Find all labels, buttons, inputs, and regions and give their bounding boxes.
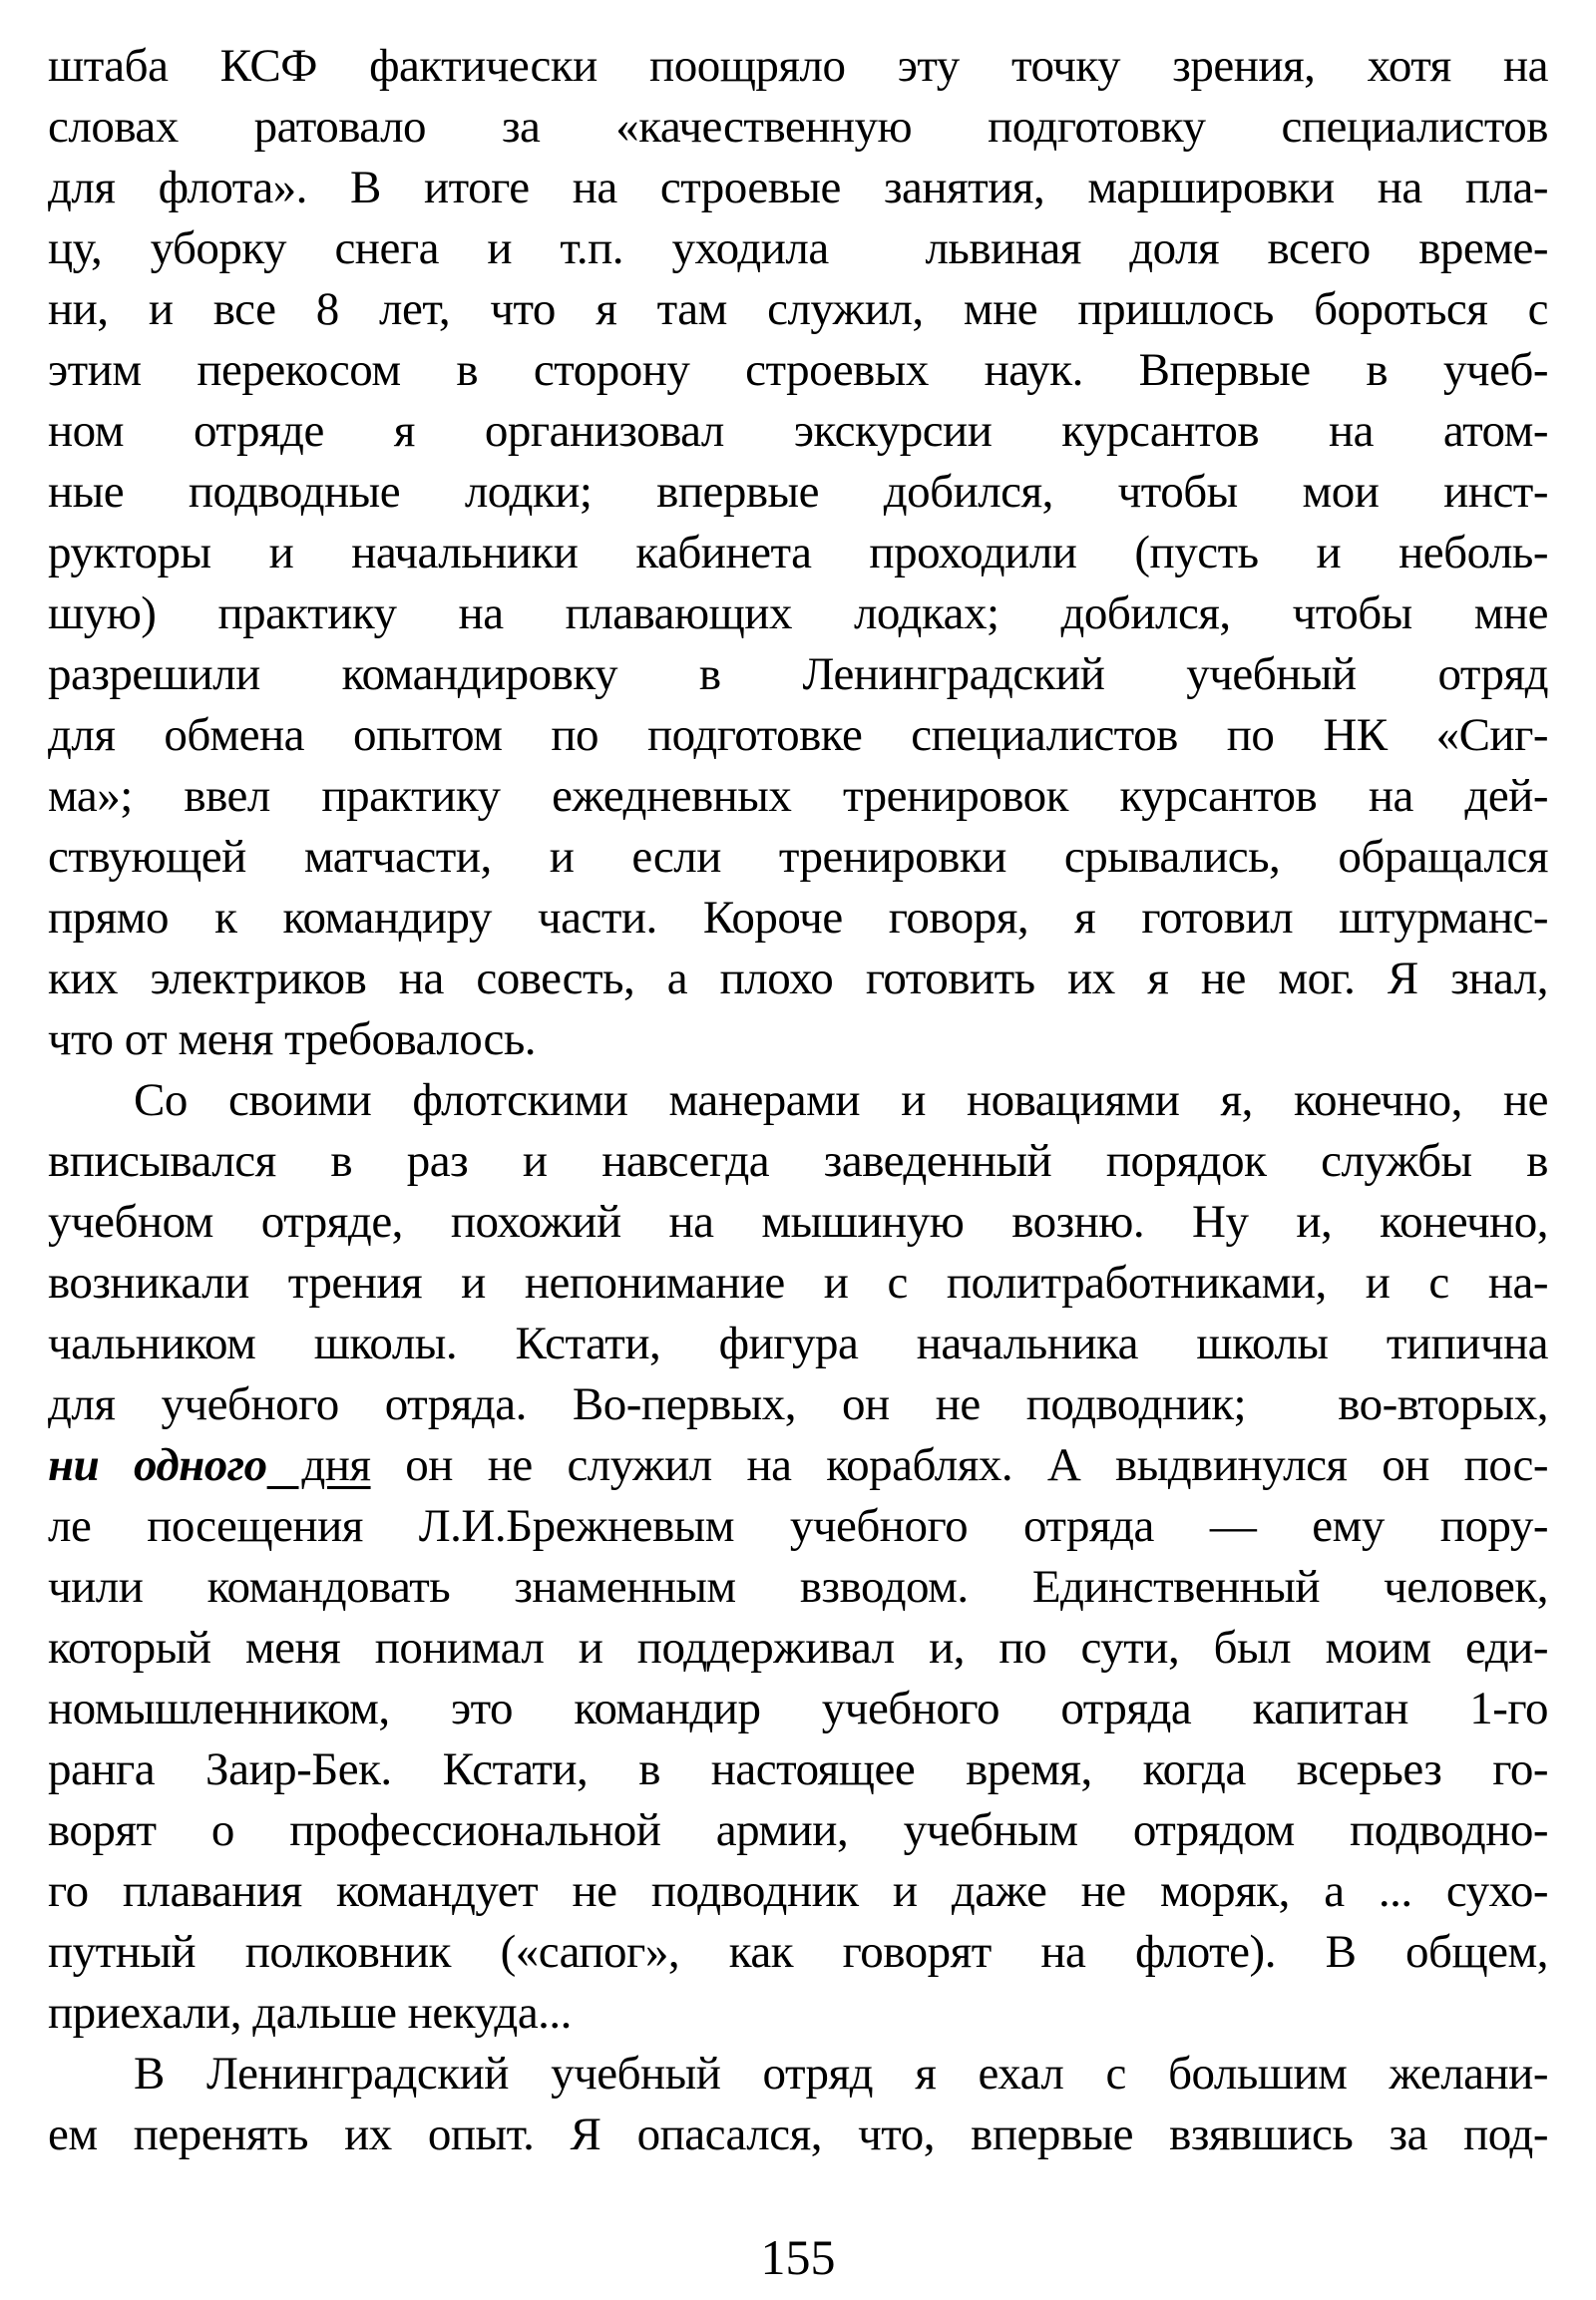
text-line: который меня понимал и поддерживал и, по сути, был моим еди-: [48, 1622, 1548, 1674]
text-line: ких электриков на совесть, а плохо готовить их я не мог. Я знал,: [48, 953, 1548, 1004]
text-line: для флота». В итоге на строевые занятия, маршировки на пла-: [48, 162, 1548, 213]
text-line: этим перекосом в сторону строевых наук. Впервые в учеб-: [48, 344, 1548, 396]
text-line: для учебного отряда. Во-первых, он не подводник; во-вторых,: [48, 1378, 1548, 1430]
emphasized-phrase: ни одного: [48, 1439, 267, 1491]
text-line: для обмена опытом по подготовке специалистов по НК «Сиг-: [48, 709, 1548, 761]
text-line: возникали трения и непонимание и с политработниками, и с на-: [48, 1257, 1548, 1309]
text-line: разрешили командировку в Ленинградский учебный отряд: [48, 648, 1548, 700]
text-line: ем перенять их опыт. Я опасался, что, впервые взявшись за под-: [48, 2108, 1548, 2160]
text-line: рукторы и начальники кабинета проходили (пусть и неболь-: [48, 527, 1548, 578]
text-line: путный полковник («сапог», как говорят на флоте). В общем,: [48, 1926, 1548, 1978]
text-line: прямо к командиру части. Короче говоря, я готовил штурманс-: [48, 892, 1548, 944]
text-line: ворят о профессиональной армии, учебным отрядом подводно-: [48, 1804, 1548, 1856]
text-line: го плавания командует не подводник и даже не моряк, а ... сухо-: [48, 1865, 1548, 1917]
text-line: словах ратовало за «качественную подготовку специалистов: [48, 101, 1548, 153]
text-line: цу, уборку снега и т.п. уходила львиная доля всего време-: [48, 222, 1548, 274]
text-line: ма»; ввел практику ежедневных тренировок курсантов на дей-: [48, 770, 1548, 822]
paragraph-start-line: В Ленинградский учебный отряд я ехал с большим желани-: [134, 2048, 1548, 2100]
paragraph-end-line: что от меня требовалось.: [48, 1013, 537, 1065]
text-line: вписывался в раз и навсегда заведенный порядок службы в: [48, 1135, 1548, 1187]
text-line: ранга Заир-Бек. Кстати, в настоящее время, когда всерьез го-: [48, 1743, 1548, 1795]
body-text: [48, 36, 1548, 2165]
text-line: чили командовать знаменным взводом. Единственный человек,: [48, 1561, 1548, 1613]
page-number: 155: [760, 2229, 836, 2285]
text-line-with-emphasis: [48, 1435, 1548, 1496]
paragraph-end-line: приехали, дальше некуда...: [48, 1987, 572, 2039]
text-line: чальником школы. Кстати, фигура начальника школы типична: [48, 1318, 1548, 1369]
text-line: ни, и все 8 лет, что я там служил, мне пришлось бороться с: [48, 283, 1548, 335]
text-line: штаба КСФ фактически поощряло эту точку зрения, хотя на: [48, 40, 1548, 92]
line-remainder: он не служил на кораблях. А выдвинулся он пос-: [370, 1439, 1549, 1491]
text-line: шую) практику на плавающих лодках; добился, чтобы мне: [48, 587, 1548, 639]
text-line: ле посещения Л.И.Брежневым учебного отряда — ему пору-: [48, 1500, 1548, 1552]
text-line: ствующей матчасти, и если тренировки срывались, обращался: [48, 831, 1548, 883]
underlined-word: дня: [266, 1439, 371, 1491]
text-line: ные подводные лодки; впервые добился, чтобы мои инст-: [48, 466, 1548, 518]
text-line: ном отряде я организовал экскурсии курсантов на атом-: [48, 405, 1548, 457]
text-line: номышленником, это командир учебного отряда капитан 1-го: [48, 1683, 1548, 1734]
paragraph-start-line: Со своими флотскими манерами и новациями я, конечно, не: [134, 1074, 1548, 1126]
text-line: учебном отряде, похожий на мышиную возню. Ну и, конечно,: [48, 1196, 1548, 1248]
